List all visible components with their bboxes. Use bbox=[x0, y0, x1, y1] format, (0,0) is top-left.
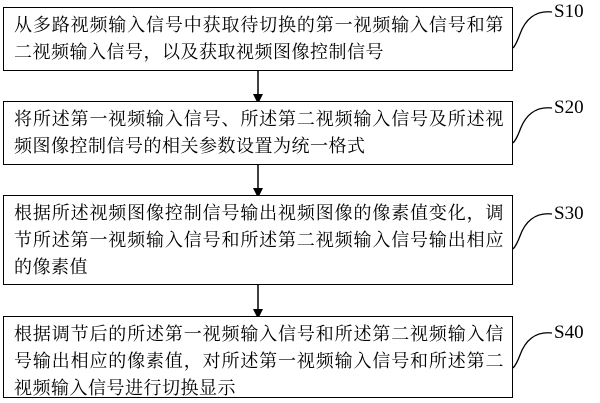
step-label-s40: S40 bbox=[554, 322, 584, 343]
step-box-s30 bbox=[3, 195, 513, 285]
leader-line-s30 bbox=[513, 214, 552, 249]
step-text-s40: 根据调节后的所述第一视频输入信号和所述第二视频输入信号输出相应的像素值，对所述第一视频输入信号和所述第二视频输入信号进行切换显示 bbox=[14, 324, 504, 399]
step-label-s20: S20 bbox=[554, 97, 584, 118]
step-box-s10 bbox=[3, 7, 513, 71]
leader-line-s10 bbox=[513, 12, 552, 48]
step-box-s20 bbox=[3, 101, 513, 165]
step-text-s30: 根据所述视频图像控制信号输出视频图像的像素值变化，调节所述第一视频输入信号和所述第二视频输入信号输出相应的像素值 bbox=[14, 203, 504, 278]
step-label-s10: S10 bbox=[554, 1, 584, 22]
step-text-s10: 从多路视频输入信号中获取待切换的第一视频输入信号和第二视频输入信号，以及获取视频图像控制信号 bbox=[14, 15, 504, 63]
step-label-s30: S30 bbox=[554, 203, 584, 224]
leader-line-s20 bbox=[513, 108, 552, 143]
leader-line-s40 bbox=[513, 333, 552, 368]
step-box-s40 bbox=[3, 316, 513, 398]
step-text-s20: 将所述第一视频输入信号、所述第二视频输入信号及所述视频图像控制信号的相关参数设置为统一格式 bbox=[14, 109, 504, 157]
